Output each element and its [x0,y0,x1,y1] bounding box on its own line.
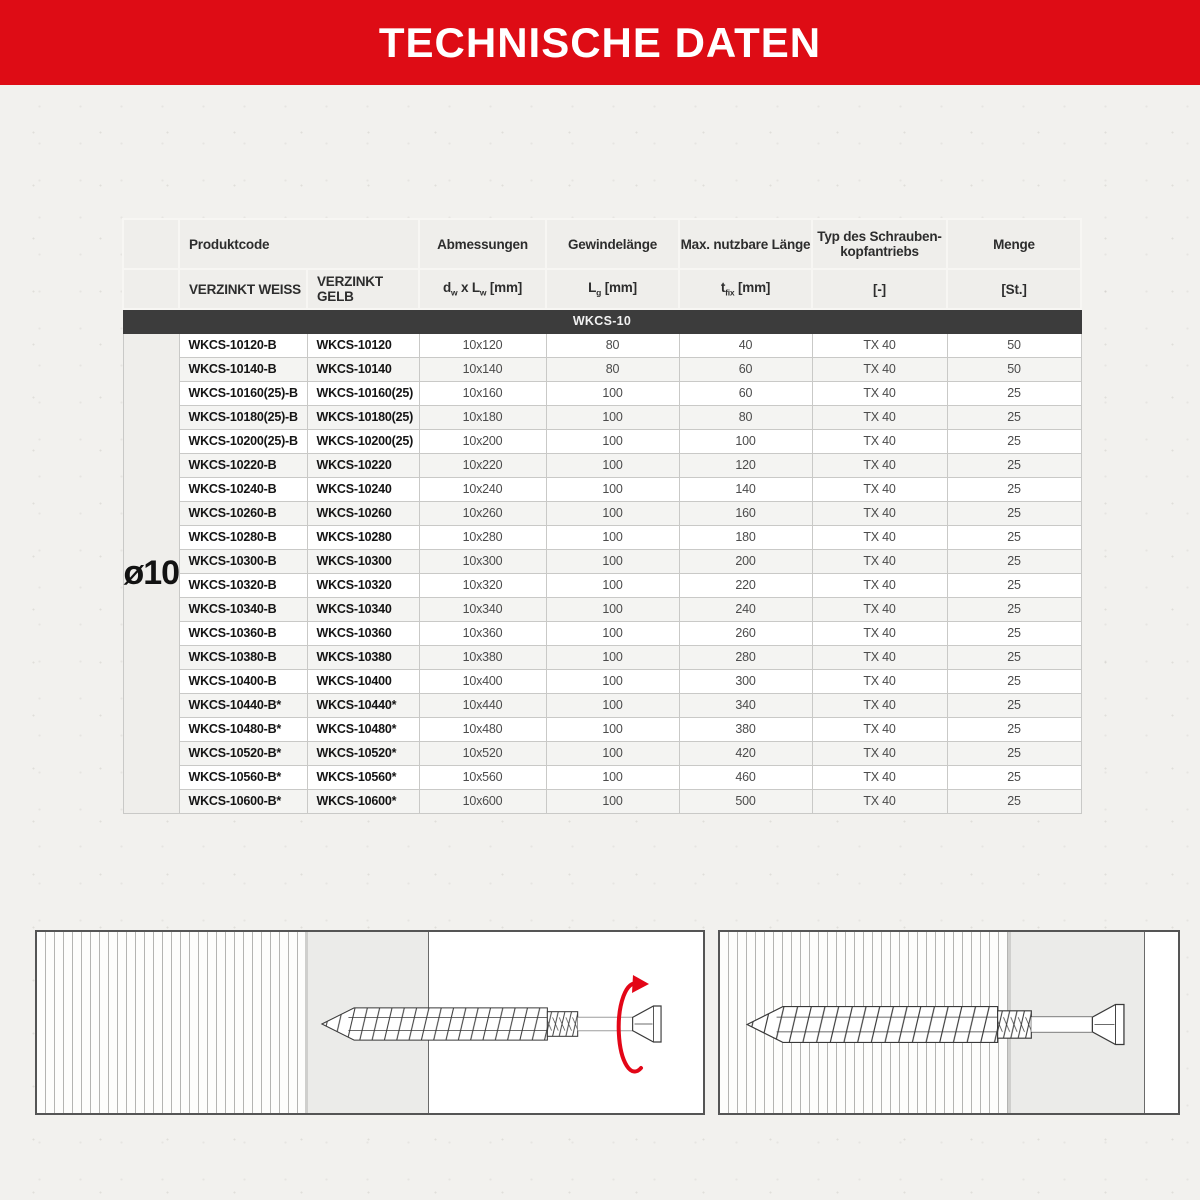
table-row [123,405,1081,429]
value-cell: 25 [947,741,1081,765]
product-code-cell: WKCS-10300-B [179,549,307,573]
product-code-cell: WKCS-10160(25) [307,381,419,405]
value-cell: 10x220 [419,453,546,477]
value-cell: 25 [947,573,1081,597]
table-row [123,573,1081,597]
value-cell: TX 40 [812,597,947,621]
value-cell: 100 [546,573,679,597]
value-cell: TX 40 [812,501,947,525]
product-code-cell: WKCS-10200(25)-B [179,429,307,453]
value-cell: 500 [679,789,812,813]
value-cell: TX 40 [812,357,947,381]
value-cell: 100 [546,477,679,501]
value-cell: 100 [546,525,679,549]
value-cell: 25 [947,789,1081,813]
spec-table [122,218,1082,814]
value-cell: 10x160 [419,381,546,405]
value-cell: TX 40 [812,525,947,549]
product-code-cell: WKCS-10200(25) [307,429,419,453]
value-cell: 25 [947,597,1081,621]
value-cell: 460 [679,765,812,789]
table-row [123,741,1081,765]
table-row [123,381,1081,405]
screw-drawing [745,999,1145,1050]
value-cell: 120 [679,453,812,477]
value-cell: 240 [679,597,812,621]
value-cell: 80 [679,405,812,429]
value-cell: TX 40 [812,789,947,813]
product-code-cell: WKCS-10560-B* [179,765,307,789]
value-cell: 100 [546,765,679,789]
value-cell: 260 [679,621,812,645]
table-row [123,333,1081,357]
table-row [123,765,1081,789]
value-cell: 10x360 [419,621,546,645]
value-cell: 25 [947,501,1081,525]
value-cell: 10x120 [419,333,546,357]
product-code-cell: WKCS-10340-B [179,597,307,621]
product-code-cell: WKCS-10600-B* [179,789,307,813]
value-cell: TX 40 [812,741,947,765]
column-header-menge: Menge [947,219,1081,269]
product-code-cell: WKCS-10480* [307,717,419,741]
value-cell: 100 [546,501,679,525]
installation-diagram-flush [718,930,1180,1115]
value-cell: 100 [546,597,679,621]
value-cell: 10x300 [419,549,546,573]
value-cell: 25 [947,405,1081,429]
product-code-cell: WKCS-10220 [307,453,419,477]
product-code-cell: WKCS-10600* [307,789,419,813]
product-code-cell: WKCS-10240 [307,477,419,501]
value-cell: 10x200 [419,429,546,453]
column-header-max-nutzbare-laenge: Max. nutzbare Länge [679,219,812,269]
value-cell: 50 [947,333,1081,357]
value-cell: 100 [546,429,679,453]
product-code-cell: WKCS-10120-B [179,333,307,357]
value-cell: 100 [546,381,679,405]
value-cell: 220 [679,573,812,597]
table-row [123,789,1081,813]
value-cell: 100 [546,453,679,477]
product-code-cell: WKCS-10220-B [179,453,307,477]
product-code-cell: WKCS-10380 [307,645,419,669]
value-cell: 25 [947,525,1081,549]
product-code-cell: WKCS-10520* [307,741,419,765]
value-cell: 25 [947,477,1081,501]
value-cell: 25 [947,429,1081,453]
header-row-2 [123,269,1081,309]
value-cell: 100 [546,693,679,717]
subheader-verzinkt-weiss: VERZINKT WEISS [179,269,307,309]
product-code-cell: WKCS-10260-B [179,501,307,525]
rotation-arrow-icon [605,974,649,1074]
table-row [123,357,1081,381]
value-cell: 25 [947,621,1081,645]
value-cell: 40 [679,333,812,357]
value-cell: 100 [546,621,679,645]
wood-hatch-section [37,932,305,1113]
installation-diagram-driving [35,930,705,1115]
value-cell: 420 [679,741,812,765]
header-row-1 [123,219,1081,269]
table-row [123,525,1081,549]
value-cell: 200 [679,549,812,573]
value-cell: 50 [947,357,1081,381]
table-row [123,501,1081,525]
value-cell: 100 [546,549,679,573]
value-cell: 100 [546,717,679,741]
value-cell: 25 [947,453,1081,477]
table-row [123,477,1081,501]
product-code-cell: WKCS-10280-B [179,525,307,549]
value-cell: 140 [679,477,812,501]
column-header-produktcode: Produktcode [179,219,419,269]
value-cell: 10x560 [419,765,546,789]
column-header-gewindelaenge: Gewindelänge [546,219,679,269]
product-code-cell: WKCS-10160(25)-B [179,381,307,405]
diameter-cell: ø10 [123,333,179,813]
table-row [123,453,1081,477]
value-cell: 340 [679,693,812,717]
value-cell: 25 [947,669,1081,693]
subheader-typ-unit: [-] [812,269,947,309]
value-cell: TX 40 [812,549,947,573]
value-cell: TX 40 [812,429,947,453]
subheader-verzinkt-gelb: VERZINKT GELB [307,269,419,309]
product-code-cell: WKCS-10180(25) [307,405,419,429]
product-code-cell: WKCS-10240-B [179,477,307,501]
value-cell: 10x320 [419,573,546,597]
value-cell: TX 40 [812,405,947,429]
value-cell: 60 [679,357,812,381]
value-cell: 300 [679,669,812,693]
subheader-tfix-unit: $t_{fix}$ [mm] [679,269,812,309]
table-row [123,621,1081,645]
value-cell: TX 40 [812,717,947,741]
technical-data-table [122,218,1080,814]
group-band-row [123,309,1081,333]
page-title: TECHNISCHE DATEN [378,18,822,66]
value-cell: 280 [679,645,812,669]
value-cell: TX 40 [812,645,947,669]
product-code-cell: WKCS-10480-B* [179,717,307,741]
value-cell: 10x260 [419,501,546,525]
product-code-cell: WKCS-10360-B [179,621,307,645]
product-code-cell: WKCS-10520-B* [179,741,307,765]
product-code-cell: WKCS-10280 [307,525,419,549]
product-code-cell: WKCS-10440-B* [179,693,307,717]
value-cell: 10x440 [419,693,546,717]
table-row [123,429,1081,453]
subheader-abmessungen-unit: $d_w$ x $L_w$ [mm] [419,269,546,309]
title-banner [0,0,1200,85]
table-row [123,597,1081,621]
product-code-cell: WKCS-10320-B [179,573,307,597]
table-row [123,549,1081,573]
value-cell: 10x280 [419,525,546,549]
product-code-cell: WKCS-10300 [307,549,419,573]
product-code-cell: WKCS-10440* [307,693,419,717]
value-cell: 25 [947,765,1081,789]
subheader-gewinde-unit: $L_g$ [mm] [546,269,679,309]
product-code-cell: WKCS-10400 [307,669,419,693]
value-cell: TX 40 [812,381,947,405]
value-cell: TX 40 [812,453,947,477]
value-cell: 10x400 [419,669,546,693]
value-cell: 10x520 [419,741,546,765]
value-cell: TX 40 [812,621,947,645]
value-cell: TX 40 [812,693,947,717]
value-cell: 10x380 [419,645,546,669]
value-cell: 100 [546,645,679,669]
value-cell: 100 [546,789,679,813]
value-cell: 380 [679,717,812,741]
column-header-abmessungen: Abmessungen [419,219,546,269]
value-cell: 100 [546,405,679,429]
value-cell: 60 [679,381,812,405]
value-cell: 10x180 [419,405,546,429]
value-cell: 100 [679,429,812,453]
value-cell: 100 [546,669,679,693]
product-code-cell: WKCS-10360 [307,621,419,645]
product-code-cell: WKCS-10180(25)-B [179,405,307,429]
table-row [123,669,1081,693]
product-code-cell: WKCS-10260 [307,501,419,525]
value-cell: 25 [947,645,1081,669]
value-cell: 25 [947,717,1081,741]
group-label: WKCS-10 [123,309,1081,333]
product-code-cell: WKCS-10140-B [179,357,307,381]
table-row [123,645,1081,669]
value-cell: 25 [947,693,1081,717]
product-code-cell: WKCS-10320 [307,573,419,597]
value-cell: TX 40 [812,333,947,357]
product-code-cell: WKCS-10560* [307,765,419,789]
value-cell: TX 40 [812,669,947,693]
value-cell: 25 [947,549,1081,573]
table-row [123,693,1081,717]
product-code-cell: WKCS-10400-B [179,669,307,693]
product-code-cell: WKCS-10380-B [179,645,307,669]
value-cell: TX 40 [812,477,947,501]
value-cell: 10x240 [419,477,546,501]
value-cell: 80 [546,333,679,357]
product-code-cell: WKCS-10120 [307,333,419,357]
value-cell: 180 [679,525,812,549]
value-cell: 25 [947,381,1081,405]
value-cell: TX 40 [812,573,947,597]
product-code-cell: WKCS-10340 [307,597,419,621]
value-cell: 10x340 [419,597,546,621]
value-cell: TX 40 [812,765,947,789]
value-cell: 10x140 [419,357,546,381]
product-code-cell: WKCS-10140 [307,357,419,381]
value-cell: 100 [546,741,679,765]
subheader-menge-unit: [St.] [947,269,1081,309]
value-cell: 10x480 [419,717,546,741]
value-cell: 160 [679,501,812,525]
column-header-typ-antrieb: Typ des Schrauben- kopfantriebs [812,219,947,269]
diameter-column-subheader [123,269,179,309]
value-cell: 80 [546,357,679,381]
table-body [123,333,1081,813]
diameter-column-header [123,219,179,269]
value-cell: 10x600 [419,789,546,813]
table-row [123,717,1081,741]
